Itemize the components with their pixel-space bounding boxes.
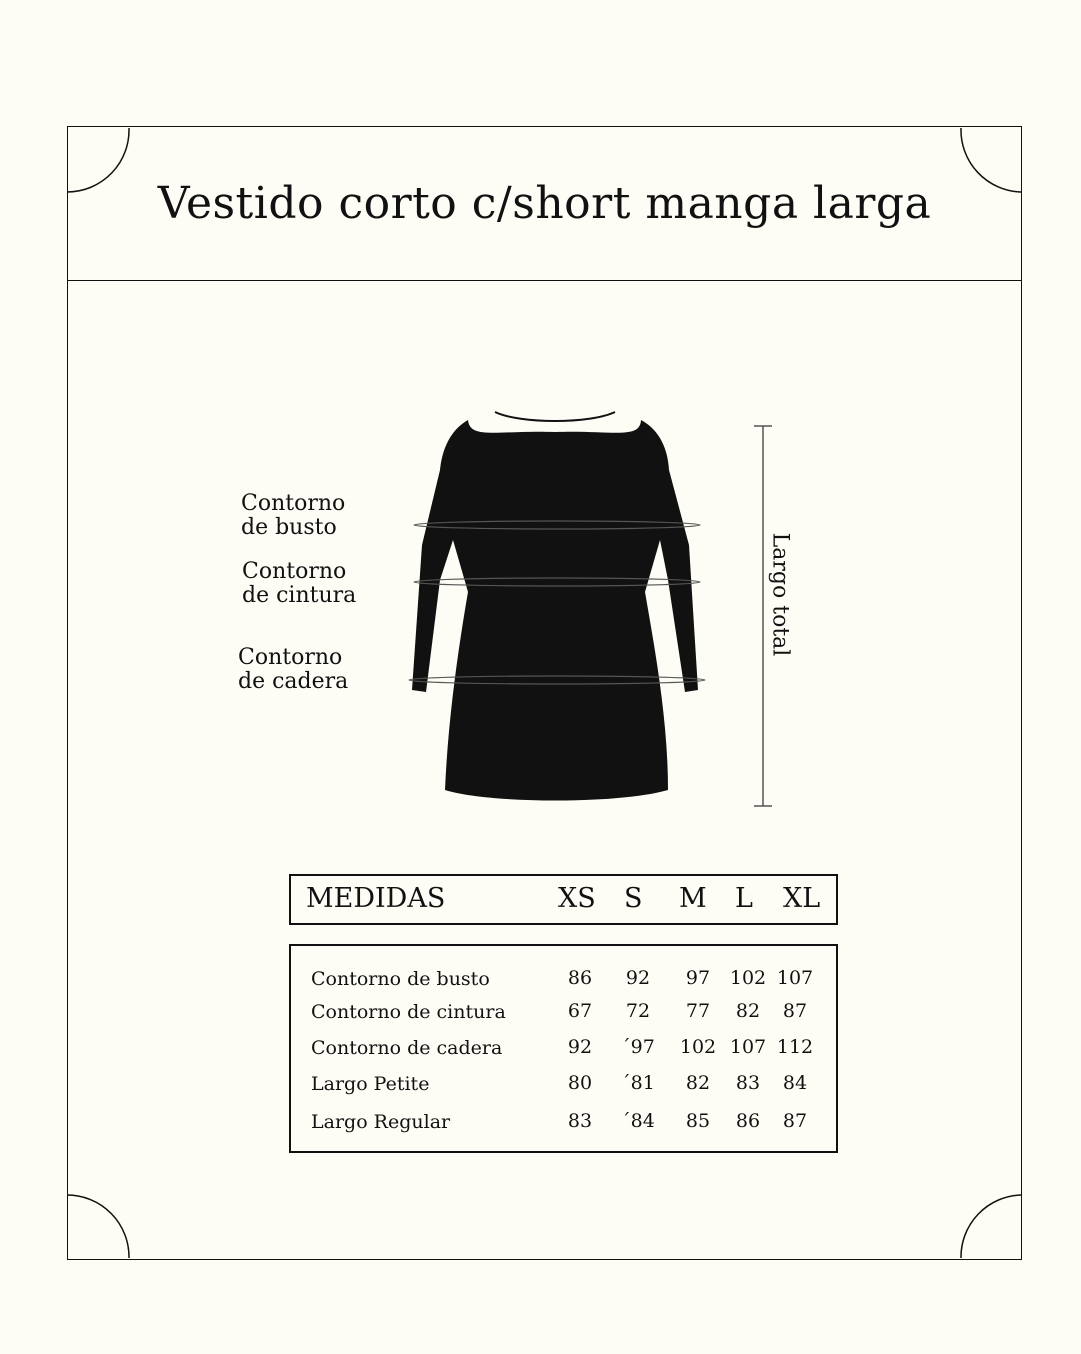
table-cell: 97 — [685, 967, 711, 989]
table-cell: ´97 — [621, 1036, 655, 1058]
total-length-label: Largo total — [767, 532, 793, 657]
table-row-label: Contorno de cadera — [311, 1037, 503, 1059]
table-cell: 67 — [567, 1000, 593, 1022]
table-cell: 82 — [735, 1000, 761, 1022]
table-cell: 83 — [567, 1110, 593, 1132]
table-cell: 85 — [685, 1110, 711, 1132]
table-cell: 112 — [776, 1036, 814, 1058]
table-cell: 107 — [776, 967, 814, 989]
hip-label: Contorno de cadera — [238, 645, 349, 694]
size-xs: XS — [558, 883, 596, 914]
table-cell: ´81 — [621, 1072, 655, 1094]
table-cell: 102 — [729, 967, 767, 989]
size-m: M — [679, 883, 707, 914]
table-cell: 72 — [625, 1000, 651, 1022]
waist-label: Contorno de cintura — [242, 559, 357, 608]
measures-heading: MEDIDAS — [306, 883, 446, 914]
table-row-label: Contorno de cintura — [311, 1001, 506, 1023]
size-s: S — [624, 883, 643, 914]
table-cell: ´84 — [621, 1110, 655, 1132]
bust-label: Contorno de busto — [241, 491, 346, 540]
table-cell: 82 — [685, 1072, 711, 1094]
table-row-label: Largo Petite — [311, 1073, 430, 1095]
table-cell: 92 — [567, 1036, 593, 1058]
table-cell: 84 — [782, 1072, 808, 1094]
dress-icon — [412, 420, 698, 801]
table-cell: 102 — [679, 1036, 717, 1058]
table-cell: 87 — [782, 1000, 808, 1022]
table-row-label: Contorno de busto — [311, 968, 490, 990]
table-cell: 107 — [729, 1036, 767, 1058]
table-cell: 87 — [782, 1110, 808, 1132]
table-row-label: Largo Regular — [311, 1111, 451, 1133]
table-cell: 92 — [625, 967, 651, 989]
table-cell: 86 — [567, 967, 593, 989]
table-cell: 80 — [567, 1072, 593, 1094]
table-cell: 83 — [735, 1072, 761, 1094]
table-cell: 77 — [685, 1000, 711, 1022]
page-title: Vestido corto c/short manga larga — [157, 178, 932, 229]
table-cell: 86 — [735, 1110, 761, 1132]
size-l: L — [735, 883, 753, 914]
size-xl: XL — [783, 883, 821, 914]
